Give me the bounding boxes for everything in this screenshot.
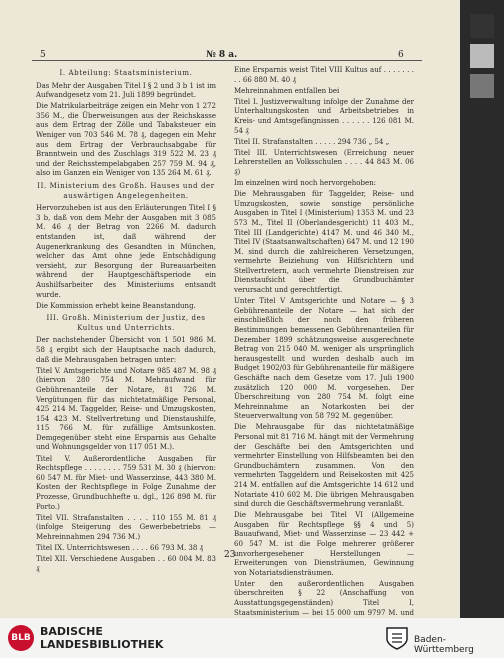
left-column bbox=[36, 66, 216, 576]
paragraph: Die Mehrausgabe für das nichtetatmäßige Personal mit 81 716 M. hängt mit der Vermehrung der Geschäfte bei den Amtsgerichten und vermehrter Einstellung von Hilfsbeamten bei den Grundbuchämtern zusammen. Von den vermehrten Taggeldern und Reisekosten mit 425 214 M. entfallen auf die Amtsgerichte 14 612 und Notariate 410 602 M. Die übrigen Mehrausgaben sind durch die Geschäftsvermehrung veranlaßt. bbox=[234, 423, 414, 509]
institution-name: BADISCHE LANDESBIBLIOTHEK bbox=[40, 625, 164, 651]
paragraph: Titel III. Unterrichtswesen (Erreichung neuer Lehrerstellen an Volksschulen . . . . 44 843 M. 06 ₰) bbox=[234, 148, 414, 176]
calibration-patch bbox=[470, 44, 494, 68]
blb-logo: BLB bbox=[8, 625, 34, 651]
section-heading: III. Großh. Ministerium der Justiz, des Kultus und Unterrichts. bbox=[46, 314, 206, 332]
paragraph: Die Mehrausgabe bei Titel VI (Allgemeine Ausgaben für Rechtspflege §§ 4 und 5) Bauaufwand, Miet- und Wasserzinse — 23 442 + 60 547 M. ist die Folge mehrerer größerer unvorhergesehener Herstellungen — Erweiterungen von Diensträumen, Gewinnung von Notariatsdiensträumen. bbox=[234, 511, 414, 577]
paragraph: Titel I. Justizverwaltung infolge der Zunahme der Unterhaltungskosten und Arbeitsbetriebes in Kreis- und Amtsgefängnissen . . . . . . 126 081 M. 54 ₰ bbox=[234, 97, 414, 135]
page-number-right: 6 bbox=[398, 50, 404, 60]
header-title: № 8 a. bbox=[206, 50, 238, 60]
state-name: Baden-Württemberg bbox=[414, 635, 474, 655]
calibration-patch bbox=[470, 74, 494, 98]
paragraph: Eine Ersparnis weist Titel VIII Kultus auf . . . . . . . . . 66 880 M. 40 ₰ bbox=[234, 66, 414, 84]
header-rule bbox=[32, 60, 422, 61]
coat-of-arms-icon bbox=[384, 625, 410, 651]
page-number-bottom: 23 bbox=[224, 550, 236, 560]
paragraph: Die Kommission erhebt keine Beanstandung. bbox=[36, 301, 196, 310]
paragraph: Die Matrikularbeiträge zeigen ein Mehr von 1 272 356 M., die Überweisungen aus der Reichskasse aus dem Ertrag der Zölle und Tabaksteuer ein Weniger von 703 546 M. 78 ₰, dagegen ein Mehr aus dem Ertrag der Verbrauchsabgabe für Branntwein und des Zuschlags 319 522 M. 23 ₰ und der Reichsstempelabgaben 257 759 M. 94 ₰, also im Ganzen ein Weniger von 135 264 M. 61 ₰. bbox=[36, 102, 216, 178]
section-heading: I. Abteilung: Staatsministerium. bbox=[59, 69, 193, 77]
paragraph: Hervorzuheben ist aus den Erläuterungen Titel I § 3 b, daß von dem Mehr der Ausgaben mit 3 085 M. 46 ₰ der Betrag von 2266 M. dadurch entstanden ist, daß während der Augenerkrankung des Gesandten in München, welcher das Amt ohne jede Entschädigung versieht, zur Besorgung der Bureauarbeiten während der Hauptgeschäftsperiode ein Aushilfsarbeiter des Ministeriums entsandt wurde. bbox=[36, 204, 216, 299]
paragraph: Das Mehr der Ausgaben Titel I § 2 und 3 b 1 ist im Aufwandgesetz vom 21. Juli 1899 begründet. bbox=[36, 81, 216, 100]
paragraph: Titel V. Amtsgerichte und Notare 985 487 M. 98 ₰ (hiervon 280 754 M. Mehraufwand für Gebührenanteile der Notare, 81 726 M. Vergütungen für das nichtetatmäßige Personal, 425 214 M. Taggelder, Reise- und Umzugskosten, 154 423 M. Stellvertretung und Dienstaushilfe, 115 766 M. für zufällige Amtsunkosten. Demgegenüber steht eine Ersparnis aus Gehalte und Wohnungsgelder von 117 051 M.). bbox=[36, 366, 216, 452]
paragraph: Titel XII. Verschiedene Ausgaben . . 60 004 M. 83 ₰ bbox=[36, 555, 216, 573]
paragraph: Mehreinnahmen entfallen bei bbox=[234, 86, 340, 95]
paragraph: Unter den außerordentlichen Ausgaben überschreiten § 22 (Anschaffung von Ausstattungsgegenständen) Titel I, Staatsministerium — bei 15 000 um 9797 M. und bbox=[234, 579, 414, 617]
paragraph: Titel II. Strafanstalten . . . . . 294 736 „ 54 „ bbox=[234, 137, 390, 146]
paragraph: Titel V. Außerordentliche Ausgaben für Rechtspflege . . . . . . . . 759 531 M. 30 ₰ (hiervon: 60 547 M. für Miet- und Wasserzinse, 443 380 M. Kosten der Rechtspflege in Folge Zunahme der Prozesse, Grundbuchhefte u. dgl., 126 898 M. für Porto.) bbox=[36, 454, 216, 511]
paragraph: Im einzelnen wird noch hervorgehoben: bbox=[234, 179, 376, 188]
paragraph: Titel IX. Unterrichtswesen . . . . 66 793 M. 38 ₰ bbox=[36, 543, 204, 552]
page-number-left: 5 bbox=[40, 50, 46, 60]
right-column bbox=[234, 66, 414, 629]
paragraph: Der nachstehender Übersicht von 1 501 986 M. 58 ₰ ergibt sich der Hauptsache nach dadurch, daß die Mehrausgaben betragen unter: bbox=[36, 336, 216, 364]
paragraph: Die Mehrausgaben für Taggelder, Reise- und Umzugskosten, sowie sonstige persönliche Ausgaben in Titel I (Ministerium) 1353 M. und 23 573 M., Titel II (Oberlandesgericht) 11 403 M., Titel III (Landgerichte) 4147 M. und 46 340 M., Titel IV (Staatsanwaltschaften) 647 M. und 12 190 M. sind durch die zahlreicheren Versetzungen, vermehrte Beiziehung von Hilfsrichtern und Stellvertretern, auch vermehrte Dienstreisen zur Dienstaufsicht über die Grundbuchämter verursacht und gerechtfertigt. bbox=[234, 190, 414, 295]
paragraph: Unter Titel V Amtsgerichte und Notare — § 3 Gebührenanteile der Notare — hat sich der einschließlich der noch den früheren Bestimmungen bemessenen Gebührenanteilen für Dezember 1899 schätzungsweise ausgerechnete Betrag von 215 040 M. weniger als ursprünglich herausgestellt und wurden deshalb auch im Budget 1902/03 für Gebührenanteile für mäßigere Geschäfte nach dem Gesetze vom 17. Juli 1900 zusätzlich 120 000 M. vorgesehen. Der Überschreitung von 280 754 M. folgt eine Mehreinnahme an Notarkosten bei der Steuerverwaltung von 58 792 M. gegenüber. bbox=[234, 297, 414, 421]
calibration-patch bbox=[470, 14, 494, 38]
section-heading: II. Ministerium des Großh. Hauses und der auswärtigen Angelegenheiten. bbox=[37, 182, 215, 200]
paragraph: Titel VII. Strafanstalten . . . . 110 155 M. 81 ₰ (infolge Steigerung des Gewerbebetriebs — Mehreinnahmen 294 736 M.) bbox=[36, 513, 216, 541]
